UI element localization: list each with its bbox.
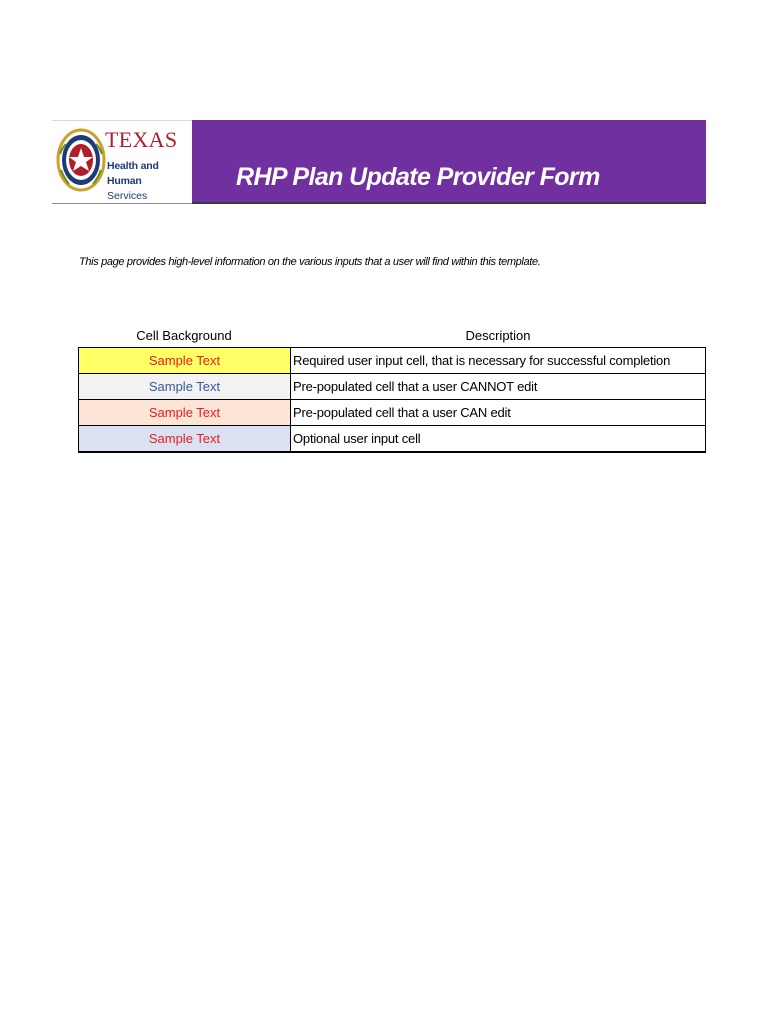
legend-rows (78, 347, 706, 453)
legend-row-optional (78, 426, 706, 451)
intro-text: This page provides high-level information on the various inputs that a user will find within this template. (79, 256, 541, 268)
description-cell-editable: Pre-populated cell that a user CAN edit (291, 400, 706, 425)
cell-legend-table (78, 327, 706, 453)
page-title: RHP Plan Update Provider Form (236, 163, 600, 191)
sample-cell-optional: Sample Text (78, 426, 291, 451)
legend-row-editable (78, 400, 706, 426)
legend-header-row (78, 327, 706, 347)
header-banner (52, 120, 706, 204)
legend-header-description: Description (465, 328, 531, 343)
texas-seal-icon (56, 124, 106, 196)
logo-texas-text: TEXAS (105, 127, 178, 152)
description-cell-optional: Optional user input cell (291, 426, 706, 451)
legend-row-required (78, 348, 706, 374)
description-cell-required: Required user input cell, that is necessary for successful completion (291, 348, 706, 373)
sample-cell-required: Sample Text (78, 348, 291, 373)
legend-header-background: Cell Background (136, 328, 232, 343)
sample-cell-locked: Sample Text (78, 374, 291, 399)
logo-agency-line1: Health and Human (107, 160, 159, 187)
title-banner (192, 120, 706, 204)
description-cell-locked: Pre-populated cell that a user CANNOT edit (291, 374, 706, 399)
legend-row-locked (78, 374, 706, 400)
sample-cell-editable: Sample Text (78, 400, 291, 425)
logo-agency-name (107, 159, 192, 204)
logo-agency-line2: Services (107, 190, 148, 202)
hhs-logo (52, 120, 192, 204)
